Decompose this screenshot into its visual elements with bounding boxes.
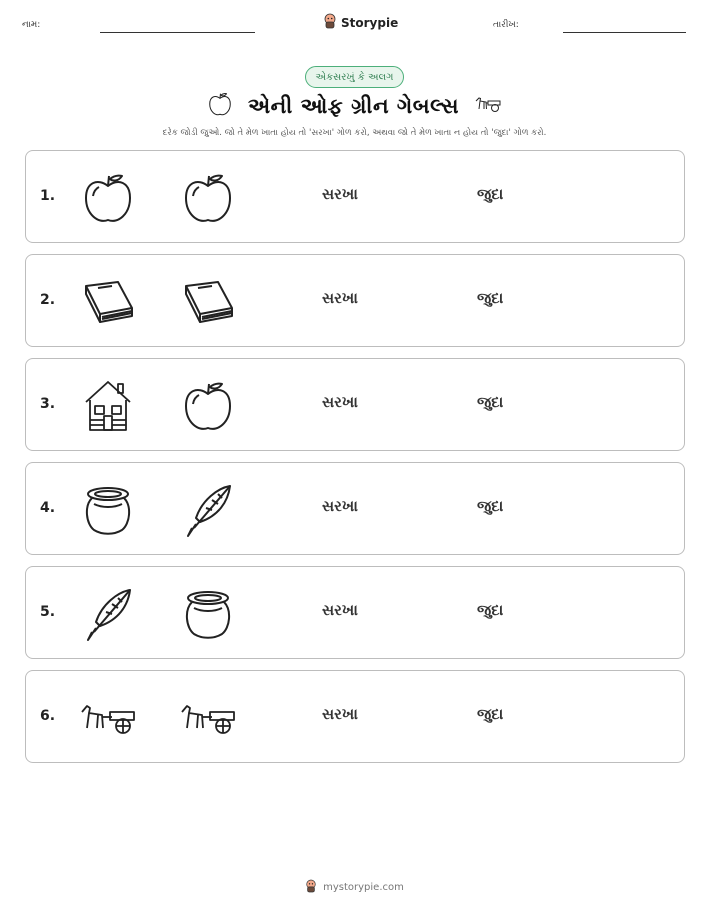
row-number: 3.: [40, 396, 56, 412]
horse-cart-icon: [78, 688, 138, 748]
name-line: [100, 32, 255, 33]
same-option[interactable]: સરખા: [322, 705, 358, 723]
page-title: એની ઓફ ગ્રીન ગેબલ્સ: [247, 93, 460, 118]
different-option[interactable]: જુદા: [477, 289, 504, 307]
date-label: તારીખ:: [493, 20, 519, 30]
book-icon: [78, 272, 138, 332]
brand-logo: [323, 13, 398, 33]
same-option[interactable]: સરખા: [322, 289, 358, 307]
row-number: 2.: [40, 292, 56, 308]
title-row: [0, 90, 709, 122]
date-line: [563, 32, 686, 33]
question-row-1: [25, 150, 685, 243]
same-option[interactable]: સરખા: [322, 601, 358, 619]
apple-icon: [178, 168, 238, 228]
question-row-4: [25, 462, 685, 555]
quill-icon: [78, 584, 138, 644]
question-row-6: [25, 670, 685, 763]
different-option[interactable]: જુદા: [477, 185, 504, 203]
name-label: નામ:: [22, 20, 41, 30]
different-option[interactable]: જુદા: [477, 393, 504, 411]
row-number: 6.: [40, 708, 56, 724]
brand-name: Storypie: [341, 16, 399, 30]
different-option[interactable]: જુદા: [477, 497, 504, 515]
apple-icon: [178, 376, 238, 436]
same-option[interactable]: સરખા: [322, 393, 358, 411]
row-number: 4.: [40, 500, 56, 516]
instructions: દરેક જોડી જુઓ. જો તે મેળ ખાતા હોય તો 'સરખા' ગોળ કરો, અથવા જો તે મેળ ખાતા ન હોય તો 'જુદા' ગોળ કરો.: [162, 128, 547, 138]
apple-icon: [78, 168, 138, 228]
storypie-mascot-icon: [323, 13, 337, 33]
footer-url[interactable]: mystorypie.com: [323, 882, 404, 893]
pot-icon: [78, 480, 138, 540]
row-number: 5.: [40, 604, 56, 620]
storypie-mascot-icon: [305, 879, 317, 896]
different-option[interactable]: જુદા: [477, 601, 504, 619]
footer: [0, 879, 709, 896]
horse-cart-icon: [178, 688, 238, 748]
question-row-5: [25, 566, 685, 659]
pot-icon: [178, 584, 238, 644]
house-icon: [78, 376, 138, 436]
row-number: 1.: [40, 188, 56, 204]
different-option[interactable]: જુદા: [477, 705, 504, 723]
horse-cart-icon: [473, 93, 503, 119]
quill-icon: [178, 480, 238, 540]
question-row-3: [25, 358, 685, 451]
question-row-2: [25, 254, 685, 347]
apple-icon: [206, 90, 234, 122]
same-option[interactable]: સરખા: [322, 497, 358, 515]
book-icon: [178, 272, 238, 332]
same-option[interactable]: સરખા: [322, 185, 358, 203]
worksheet-type-badge: એકસરખું કે અલગ: [305, 66, 404, 88]
